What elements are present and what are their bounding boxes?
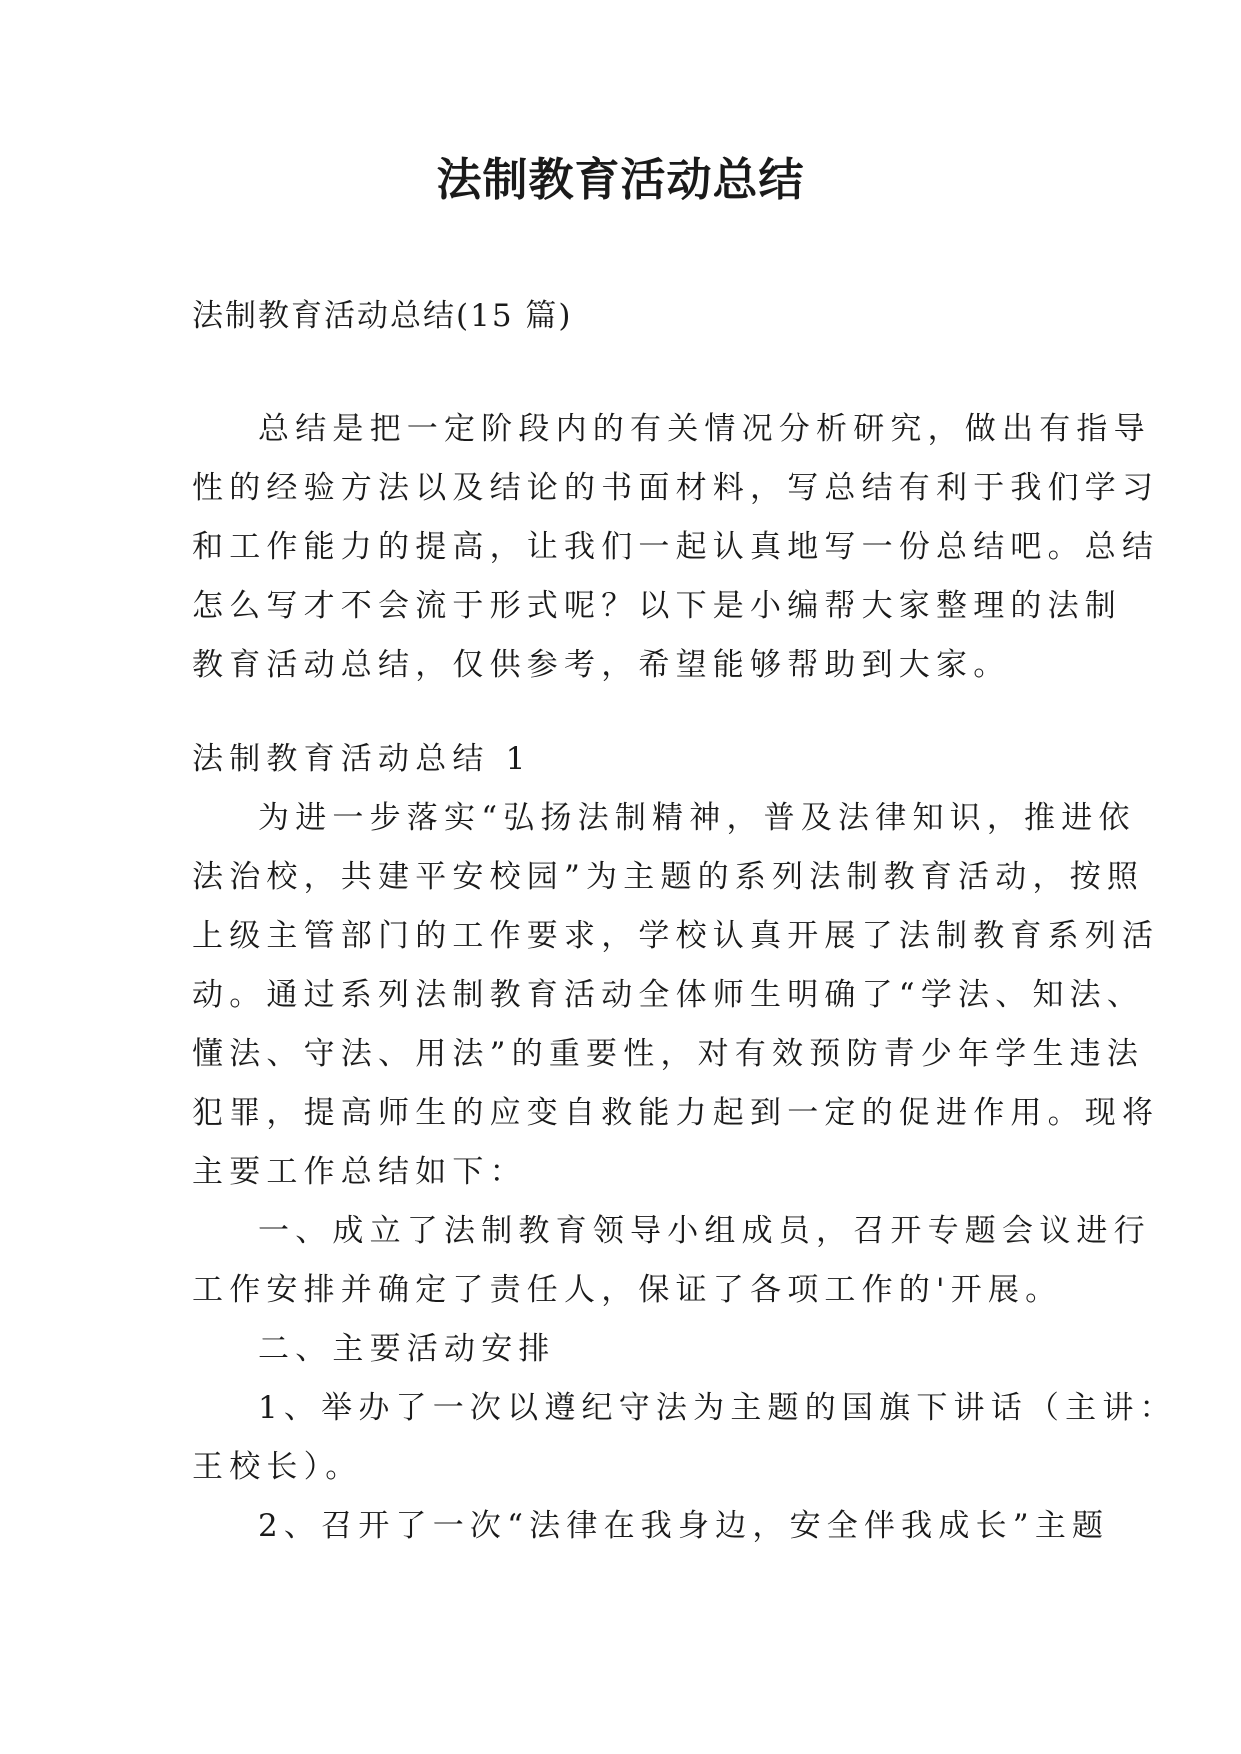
intro-line: 和工作能力的提高，让我们一起认真地写一份总结吧。总结 (192, 529, 1160, 565)
section-line: 主要工作总结如下： (192, 1154, 527, 1190)
document-title: 法制教育活动总结 (436, 153, 805, 206)
section-line: 一、成立了法制教育领导小组成员，召开专题会议进行 (258, 1213, 1151, 1249)
section-line: 2、召开了一次“法律在我身边，安全伴我成长”主题 (258, 1508, 1110, 1544)
section-line: 王校长）。 (192, 1449, 363, 1485)
intro-line: 教育活动总结，仅供参考，希望能够帮助到大家。 (192, 647, 1011, 683)
intro-line: 性的经验方法以及结论的书面材料，写总结有利于我们学习 (192, 470, 1160, 506)
section-line: 法治校，共建平安校园”为主题的系列法制教育活动，按照 (192, 859, 1145, 895)
section-line: 犯罪，提高师生的应变自救能力起到一定的促进作用。现将 (192, 1095, 1160, 1131)
section-heading: 法制教育活动总结 1 (192, 741, 532, 777)
intro-paragraph (192, 400, 1160, 695)
section-1 (192, 730, 1177, 1556)
section-line: 为进一步落实“弘扬法制精神，普及法律知识，推进依 (258, 800, 1136, 836)
intro-line: 总结是把一定阶段内的有关情况分析研究，做出有指导 (258, 411, 1151, 447)
section-line: 工作安排并确定了责任人，保证了各项工作的'开展。 (192, 1272, 1063, 1308)
intro-line: 怎么写才不会流于形式呢？以下是小编帮大家整理的法制 (192, 588, 1122, 624)
section-line: 1、举办了一次以遵纪守法为主题的国旗下讲话（主讲： (258, 1390, 1177, 1426)
section-line: 二、主要活动安排 (258, 1331, 556, 1367)
section-line: 上级主管部门的工作要求，学校认真开展了法制教育系列活 (192, 918, 1160, 954)
section-line: 懂法、守法、用法”的重要性，对有效预防青少年学生违法 (192, 1036, 1145, 1072)
section-line: 动。通过系列法制教育活动全体师生明确了“学法、知法、 (192, 977, 1145, 1013)
document-subtitle: 法制教育活动总结(15 篇) (192, 298, 573, 334)
